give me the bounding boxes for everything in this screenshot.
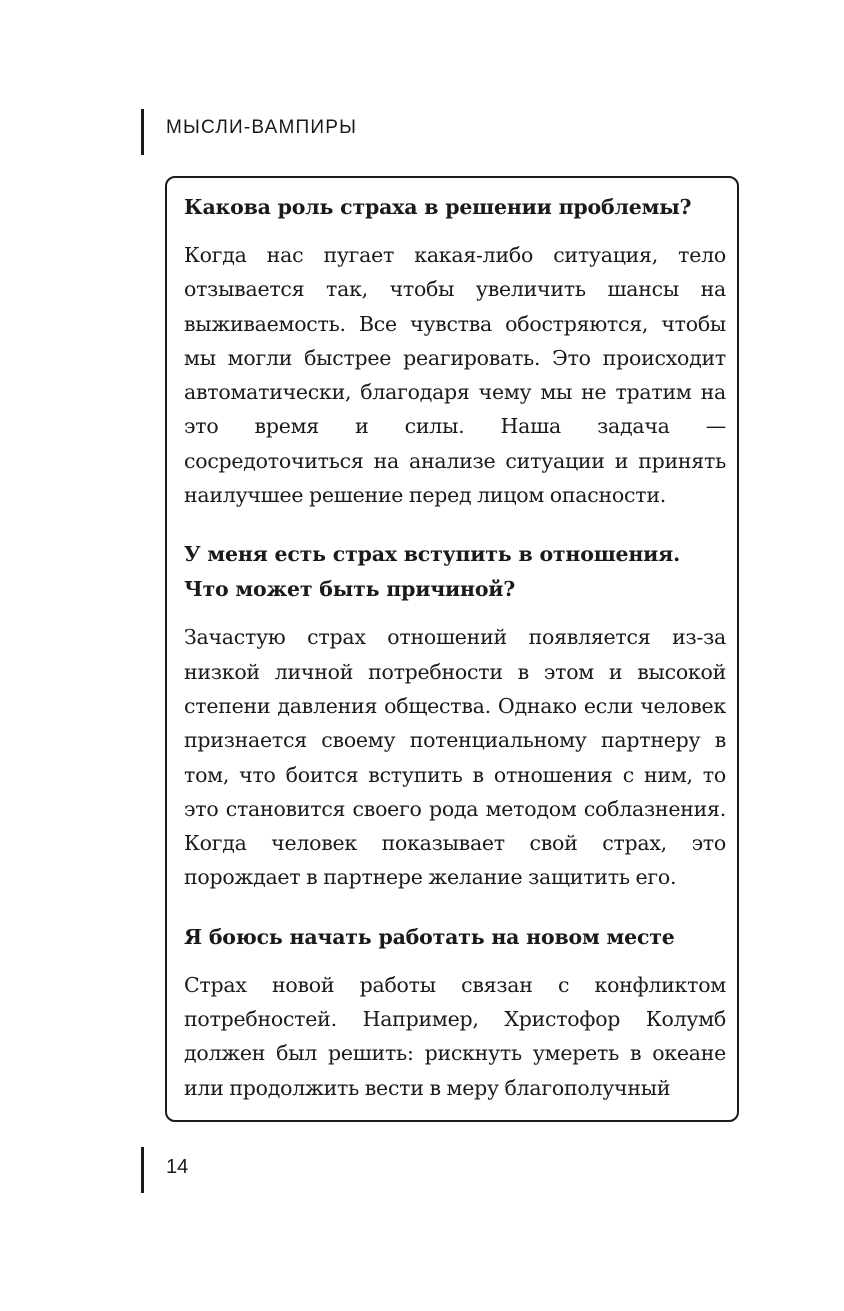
section-heading: Какова роль страха в решении проблемы? [184,195,692,219]
faq-box [165,176,739,1122]
running-head-rule [141,109,144,155]
page-number-rule [141,1147,144,1193]
faq-box-content [184,190,726,1105]
section-paragraph: Зачастую страх отношений появляется из-за низкой личной потребности в этом и высокой степени давления общества. Однако если человек признается своему потенциальному партнеру в том, что боится вступить в отношения с ним, то это становится своего рода методом соблазнения. Когда человек показывает свой страх, это порождает в партнере желание защитить его. [184,625,726,890]
section-paragraph: Страх новой работы связан с конфликтом потребностей. Например, Христофор Колумб должен был решить: рискнуть умереть в океане или продолжить вести в меру благополучный [184,972,726,1100]
section-heading: Я боюсь начать работать на новом месте [184,924,675,949]
running-head: МЫСЛИ-ВАМПИРЫ [166,117,358,138]
section-paragraph: Когда нас пугает какая-либо ситуация, тело отзывается так, чтобы увеличить шансы на выживаемость. Все чувства обостряются, чтобы мы могли быстрее реагировать. Это происходит автоматически, благодаря чему мы не тратим на это время и силы. Наша задача — сосредоточиться на анализе ситуации и принять наилучшее решение перед лицом опасности. [184,243,726,508]
section-heading: У меня есть страх вступить в отношения. Что может быть причиной? [184,542,681,602]
page-number: 14 [166,1156,189,1178]
